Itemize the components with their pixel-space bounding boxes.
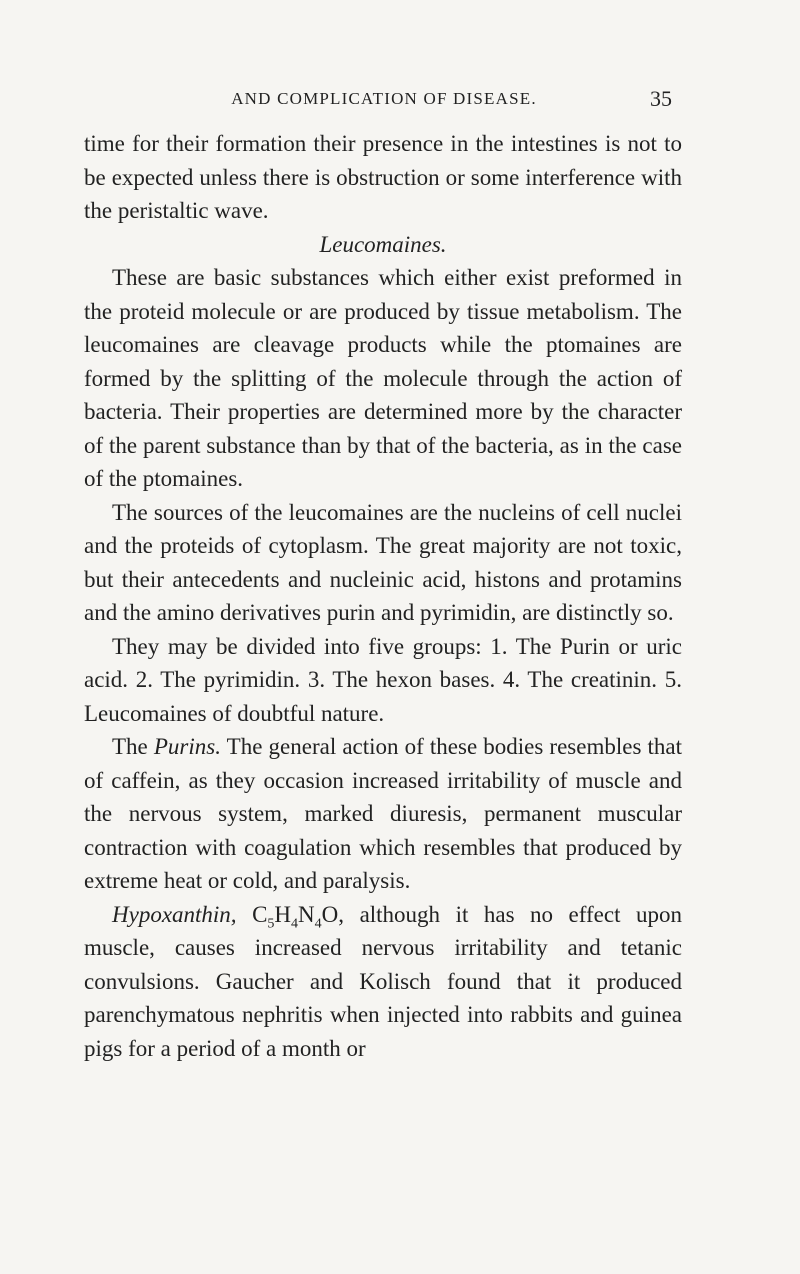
paragraph-5 [84,730,682,898]
purins-term: Purins. [153,734,221,759]
running-header: AND COMPLICATION OF DISEASE. [231,89,537,108]
page-number: 35 [650,86,672,111]
paragraph-2: These are basic substances which either exist preformed in the proteid molecule or are produced by tissue metabolism. The leucomaines are cleavage products while the ptomaines are formed by the splitting of the molecule through the action of bacteria. Their properties are determined more by the character of the parent substance than by that of the bacteria, as in the case of the ptomaines. [84,265,682,491]
chemical-formula: $C_5H_4N_4O$ [252,901,339,932]
hypoxanthin-term: Hypoxanthin, [112,901,237,927]
section-heading: Leucomaines. [319,231,447,257]
paragraph-3: The sources of the leucomaines are the nucleins of cell nuclei and the proteids of cytoplasm. The great majority are not toxic, but their antecedents and nucleinic acid, histons and protamins and the amino derivatives purin and pyrimidin, are distinctly so. [84,499,682,625]
paragraph-4: They may be divided into five groups: 1. The Purin or uric acid. 2. The pyrimidin. 3. The hexon bases. 4. The creatinin. 5. Leucomaines of doubtful nature. [84,633,682,726]
paragraph-1: time for their formation their presence in the intestines is not to be expected unless there is obstruction or some interference with the peristaltic wave. [84,131,682,223]
paragraph-6 [84,898,682,1066]
paragraph-5-start: The [112,734,154,759]
paragraph-6-rest: , although it has no effect upon muscle, causes increased nervous irritability and tetanic convulsions. Gaucher and Kolisch found that it produced parenchymatous nephritis when injected into rabbits and guinea pigs for a period of a month or [84,901,682,1061]
body-text [84,127,682,1065]
paragraph-5-rest: The general action of these bodies resembles that of caffein, as they occasion increased irritability of muscle and the nervous system, marked diuresis, permanent muscular contraction with coagulation which resembles that produced by extreme heat or cold, and paralysis. [84,734,682,893]
